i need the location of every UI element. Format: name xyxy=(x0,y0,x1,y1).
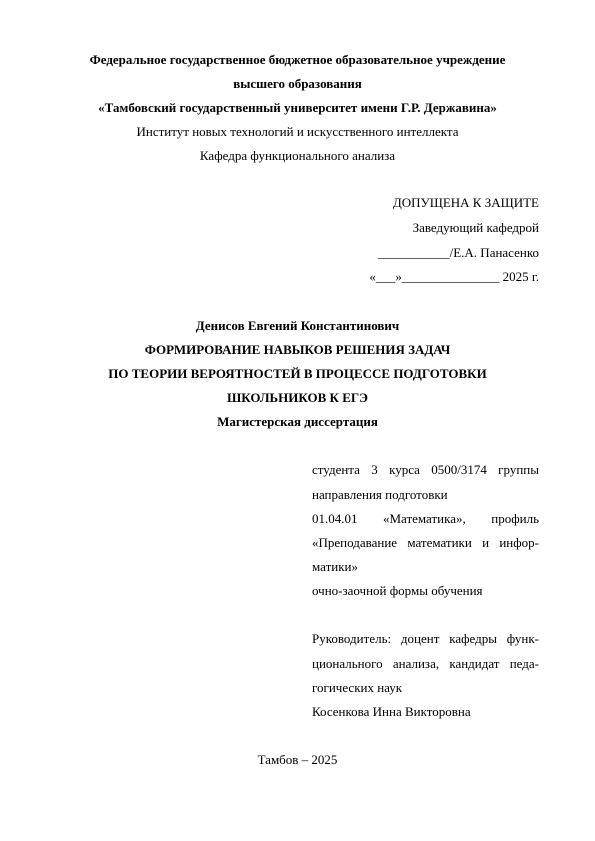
work-type: Магистерская диссертация xyxy=(217,414,378,429)
approval-signature: ___________/Е.А. Панасенко xyxy=(378,245,539,260)
header-org-line: Федеральное государственное бюджетное образовательное учреждение xyxy=(89,52,506,67)
thesis-title-line-2: ПО ТЕОРИИ ВЕРОЯТНОСТЕЙ В ПРОЦЕССЕ ПОДГОТОВКИ xyxy=(108,366,487,381)
supervisor-line-1: Руководитель: доцент кафедры функ- xyxy=(312,631,539,646)
student-line-1: студента 3 курса 0500/3174 группы xyxy=(312,462,539,477)
supervisor-line-3: гогических наук xyxy=(312,680,403,695)
student-line-2: направления подготовки xyxy=(312,487,448,502)
header-institute: Институт новых технологий и искусственного интеллекта xyxy=(136,124,459,139)
supervisor-name: Косенкова Инна Викторовна xyxy=(312,704,471,719)
thesis-title-line-1: ФОРМИРОВАНИЕ НАВЫКОВ РЕШЕНИЯ ЗАДАЧ xyxy=(144,342,451,357)
approval-date: «___»_______________ 2025 г. xyxy=(369,269,539,284)
author-name: Денисов Евгений Константинович xyxy=(195,318,400,333)
header-department: Кафедра функционального анализа xyxy=(199,148,396,163)
student-line-5: матики» xyxy=(312,559,358,574)
header-education-level: высшего образования xyxy=(233,76,362,91)
approval-role: Заведующий кафедрой xyxy=(412,220,539,235)
approval-title: ДОПУЩЕНА К ЗАЩИТЕ xyxy=(392,195,539,210)
student-line-6: очно-заочной формы обучения xyxy=(312,583,483,598)
thesis-title-line-3: ШКОЛЬНИКОВ К ЕГЭ xyxy=(227,390,368,405)
footer-city-year: Тамбов – 2025 xyxy=(257,752,338,767)
header-university: «Тамбовский государственный университет имени Г.Р. Державина» xyxy=(98,100,497,115)
supervisor-line-2: ционального анализа, кандидат педа- xyxy=(312,656,539,671)
student-line-4: «Преподавание математики и инфор- xyxy=(312,535,539,550)
student-line-3: 01.04.01 «Математика», профиль xyxy=(312,511,539,526)
